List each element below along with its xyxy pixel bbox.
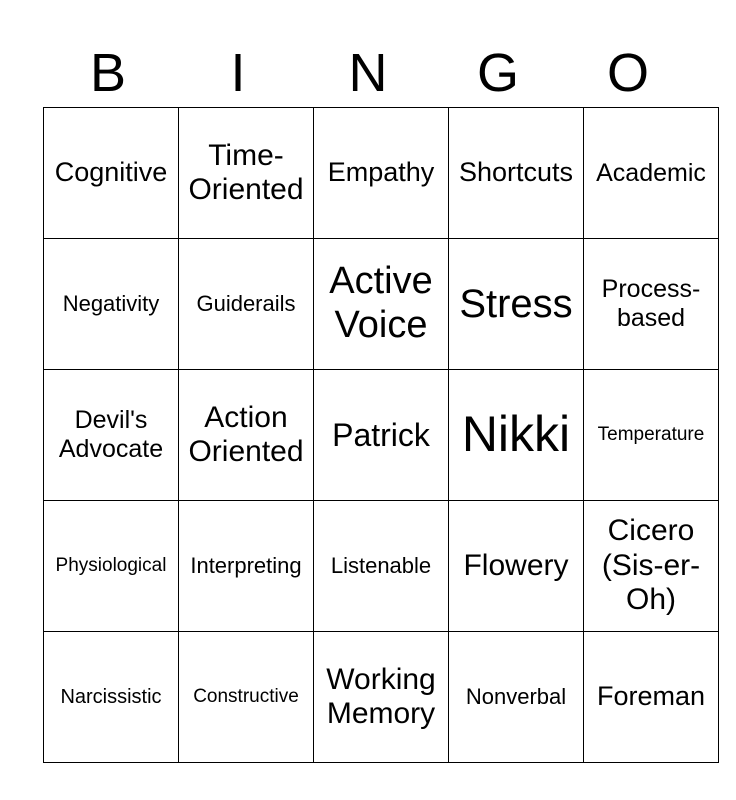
bingo-cell: Working Memory (314, 632, 449, 763)
bingo-header (43, 40, 693, 106)
header-letter-n: N (348, 43, 388, 103)
header-letter-g: G (476, 43, 519, 103)
bingo-cell: Foreman (584, 632, 719, 763)
bingo-cell: Negativity (44, 239, 179, 370)
bingo-cell: Narcissistic (44, 632, 179, 763)
bingo-cell: Stress (449, 239, 584, 370)
bingo-cell: Constructive (179, 632, 314, 763)
bingo-cell: Flowery (449, 501, 584, 632)
bingo-cell: Physiological (44, 501, 179, 632)
bingo-cell: Interpreting (179, 501, 314, 632)
bingo-cell: Time- Oriented (179, 108, 314, 239)
bingo-cell: Patrick (314, 370, 449, 501)
bingo-cell: Academic (584, 108, 719, 239)
header-letter-o: O (606, 43, 649, 103)
bingo-cell: Guiderails (179, 239, 314, 370)
bingo-row (44, 239, 719, 370)
bingo-cell: Temperature (584, 370, 719, 501)
bingo-row (44, 632, 719, 763)
bingo-cell: Shortcuts (449, 108, 584, 239)
bingo-row (44, 108, 719, 239)
bingo-cell: Empathy (314, 108, 449, 239)
header-letter-i: I (230, 43, 246, 103)
bingo-cell: Action Oriented (179, 370, 314, 501)
bingo-cell: Process- based (584, 239, 719, 370)
bingo-card-grid (43, 107, 719, 763)
bingo-cell: Nikki (449, 370, 584, 501)
bingo-cell: Cicero (Sis-er- Oh) (584, 501, 719, 632)
bingo-cell: Devil's Advocate (44, 370, 179, 501)
bingo-cell: Cognitive (44, 108, 179, 239)
bingo-row (44, 370, 719, 501)
header-letter-b: B (89, 43, 127, 103)
bingo-cell: Listenable (314, 501, 449, 632)
bingo-cell: Nonverbal (449, 632, 584, 763)
bingo-row (44, 501, 719, 632)
bingo-cell: Active Voice (314, 239, 449, 370)
